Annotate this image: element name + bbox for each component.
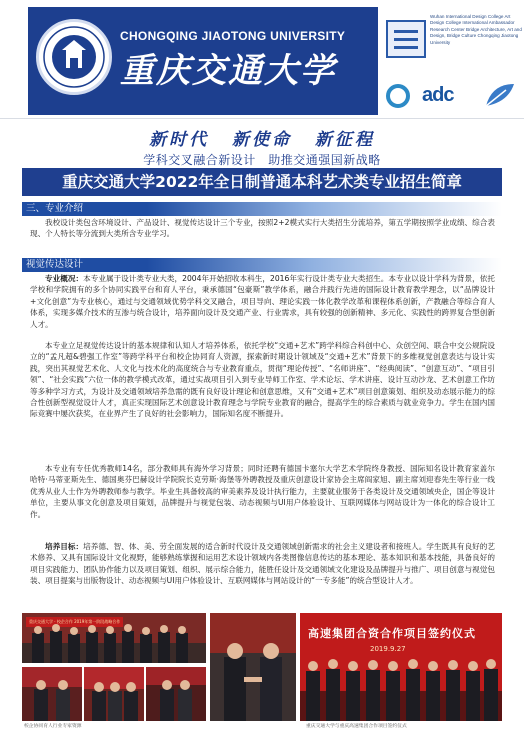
section-heading-visual-communication (22, 258, 502, 272)
handshake-photo (210, 613, 296, 721)
section-heading-label: 三、专业介绍 (26, 203, 84, 214)
overview-label: 专业概况： (45, 274, 84, 283)
university-name-cn: 重庆交通大学 (120, 51, 336, 91)
award-photo-1 (22, 667, 82, 721)
objective-label: 培养目标： (45, 542, 84, 551)
adc-logo: adc (422, 84, 454, 106)
page-title: 重庆交通大学2022年全日制普通本科艺术类专业招生简章 (62, 173, 462, 191)
university-banner (28, 7, 378, 115)
leaf-logo-icon (482, 80, 518, 110)
section-heading-intro (22, 202, 502, 216)
teaching-paragraph: 本专业立足视觉传达设计的基本规律和认知人才培养体系，依托学校“交通+艺术”跨学科综合科创中心、众创空间、联合中交公规院设立的“孟凡超&碧强工作室”等跨学科平台和校企协同育人资源，探索新时期设计领域及“交通+艺术”背景下的多维视觉创意表达与设计实践，突出其视觉艺术化、人文化与技术化的高度统合与专业教育重点，贯彻“理论传授”、“名师讲座”、“经典阅读”、“创意互动”、“项目引领”、“社会实践”六位一体的教学模式改革，通过实战项目引入到专业导师工作室、学术论坛、学术讲座、设计互动沙龙、艺术创意工作坊等多种学习方式，为设计及交通领域培养急需的既有良好设计理论和创意思维，又有“交通+艺术”项目创意策划、组织及动态展示能力的综合性创新型视觉设计人才，真正实现国际艺术创意设计教育理念与学院专业教育的融合，提高学生的综合素质与就业竞争力。学生在国内国际竞赛中屡次获奖，在业界产生了良好的社会影响力，国际知名度不断提升。 (30, 341, 495, 419)
partner-logos (386, 14, 522, 114)
page-header (0, 0, 524, 119)
award-photo-3 (146, 667, 206, 721)
slogan-sub: 学科交叉融合新设计 助推交通强国新战略 (143, 153, 381, 167)
group-photo-1 (22, 613, 206, 663)
award-photo-2 (84, 667, 144, 721)
objective-paragraph (30, 541, 495, 587)
faculty-paragraph: 本专业有专任优秀教师14名，部分教师具有海外学习背景；同时还聘有德国卡塞尔大学艺术学院终身教授、国际知名设计教育家盖尔哈特·马蒂亚斯先生、德国奥芬巴赫设计学院院长克劳斯·海堡等外聘教授及重庆创意设计家协会主席阎家旭、副主席刘迎春先生等行业一线优秀从业人士作为外聘教师参与教学。毕业生具备较高的审美素养及设计执行能力，主要就业服务于各类设计及交通领域央企，国企等设计单位，主要从事文化创意及项目策划，品牌提升与视觉包装、动态视频与UI用户体验设计、互联网媒体与网站设计为一体化的综合设计工作。 (30, 464, 495, 519)
signing-date: 2019.9.27 (370, 645, 406, 653)
university-emblem-icon (36, 19, 112, 95)
university-name-en: CHONGQING JIAOTONG UNIVERSITY (120, 29, 346, 43)
signing-title: 高速集团合资合作项目签约仪式 (308, 627, 476, 640)
title-bar (22, 168, 502, 196)
signing-ceremony-photo (300, 613, 502, 721)
photo-caption-right: 重庆交通大学与重庆高速集团合作项目签约仪式 (306, 724, 407, 729)
overview-text: 本专业属于设计类专业大类，2004年开始招收本科生，2016年实行设计类专业大类招生。本专业以设计学科为背景，依托学校和学院拥有的多个协同实践平台和育人平台，秉承德国“包豪斯”教学体系，融合并践行先进的国际设计教育教学理念，以“品牌设计+文化创意”为专业核心，通过与交通领域优势学科交叉融合，项目导向、理论实践一体化教学改革和课程体系创新，产教融合等综合育人体系，实现多媒介技术的互渗与统合设计，培养面向设计及交通产业、行业需求，具有较强的创新精神、多元化、实践性的跨界复合型创新人才。 (30, 274, 495, 329)
objective-text: 培养德、智、体、美、劳全面发展的适合新时代设计及交通领域创新需求的社会主义建设者和接班人。学生既具有良好的艺术修养、又具有国际设计文化视野，能够熟练掌握和运用艺术设计领域内各类图像信息传达的基本理论、基本知识和基本技能，具备良好的项目实践能力、团队协作能力以及项目策划、组织、展示综合能力，能胜任设计及交通领域文化建设及品牌提升与推广、项目创意与视觉包装、项目提案与出版物设计、动态视频与UI用户体验设计、互联网媒体与网站设计的“一专多能”的统合型设计人才。 (30, 542, 495, 586)
intro-paragraph: 我校设计类包含环境设计、产品设计、视觉传达设计三个专业，按照2+2模式实行大类招生分流培养，第五学期按照学业成绩、综合表现、个人特长等分流到大类所含专业学习。 (30, 218, 495, 239)
partner-description: Wuhan International Design College Art Design College International Ambassador Research Center Bridge Architecture, Art and Design, Bridge Culture Chongqing Jiaotong University (430, 14, 522, 45)
overview-paragraph (30, 273, 495, 330)
photo-collage (22, 613, 502, 721)
section-heading-label: 视觉传达设计 (26, 259, 84, 270)
wuhan-college-logo-icon (386, 20, 426, 58)
slogan-main: 新时代 新使命 新征程 (149, 130, 375, 150)
event-banner: 重庆交通大学 · 校企合作 2019年第一阶段战略合作 (26, 617, 123, 627)
photo-caption-left: 校企协同育人行业专家资源 (24, 724, 82, 729)
circle-logo-icon (386, 84, 410, 108)
